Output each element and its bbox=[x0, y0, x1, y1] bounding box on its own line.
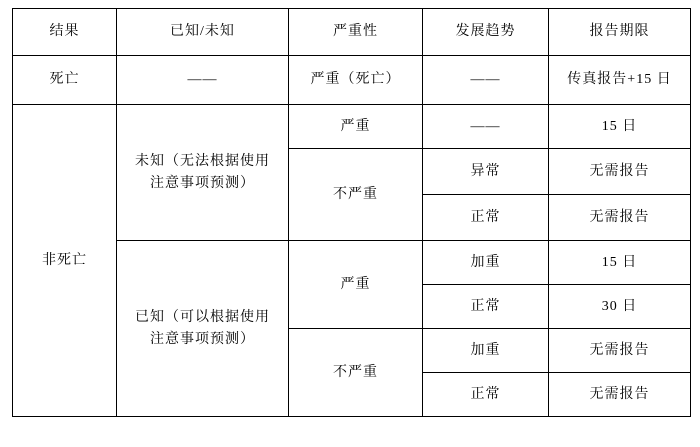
cell-result-death: 死亡 bbox=[13, 56, 117, 105]
cell-deadline: 无需报告 bbox=[549, 195, 691, 241]
cell-severity-not-serious: 不严重 bbox=[289, 329, 423, 417]
cell-trend: 正常 bbox=[423, 195, 549, 241]
cell-trend: —— bbox=[423, 105, 549, 149]
table-body bbox=[13, 56, 691, 417]
table-row bbox=[13, 105, 691, 149]
cell-deadline: 无需报告 bbox=[549, 329, 691, 373]
known-unknown-line-1: 未知（无法根据使用 bbox=[135, 153, 270, 169]
cell-trend-death: —— bbox=[423, 56, 549, 105]
cell-trend: 加重 bbox=[423, 329, 549, 373]
cell-deadline-death: 传真报告+15 日 bbox=[549, 56, 691, 105]
table-row bbox=[13, 56, 691, 105]
adverse-event-reporting-table bbox=[12, 8, 691, 417]
cell-trend: 正常 bbox=[423, 285, 549, 329]
cell-trend: 正常 bbox=[423, 373, 549, 417]
known-line-1: 已知（可以根据使用 bbox=[135, 309, 270, 325]
cell-known-death: —— bbox=[117, 56, 289, 105]
cell-known-unknown bbox=[117, 105, 289, 241]
known-line-2: 注意事项预测） bbox=[150, 331, 255, 347]
header-trend: 发展趋势 bbox=[423, 9, 549, 56]
cell-deadline: 15 日 bbox=[549, 241, 691, 285]
cell-deadline: 30 日 bbox=[549, 285, 691, 329]
cell-deadline: 15 日 bbox=[549, 105, 691, 149]
cell-deadline: 无需报告 bbox=[549, 373, 691, 417]
header-known-unknown: 已知/未知 bbox=[117, 9, 289, 56]
cell-severity-serious: 严重 bbox=[289, 105, 423, 149]
cell-trend: 异常 bbox=[423, 149, 549, 195]
cell-known bbox=[117, 241, 289, 417]
header-report-deadline: 报告期限 bbox=[549, 9, 691, 56]
known-unknown-line-2: 注意事项预测） bbox=[150, 175, 255, 191]
cell-deadline: 无需报告 bbox=[549, 149, 691, 195]
header-result: 结果 bbox=[13, 9, 117, 56]
header-severity: 严重性 bbox=[289, 9, 423, 56]
table-header-row bbox=[13, 9, 691, 56]
table-header bbox=[13, 9, 691, 56]
cell-result-non-death: 非死亡 bbox=[13, 105, 117, 417]
cell-trend: 加重 bbox=[423, 241, 549, 285]
cell-severity-death: 严重（死亡） bbox=[289, 56, 423, 105]
cell-severity-not-serious: 不严重 bbox=[289, 149, 423, 241]
cell-severity-serious: 严重 bbox=[289, 241, 423, 329]
